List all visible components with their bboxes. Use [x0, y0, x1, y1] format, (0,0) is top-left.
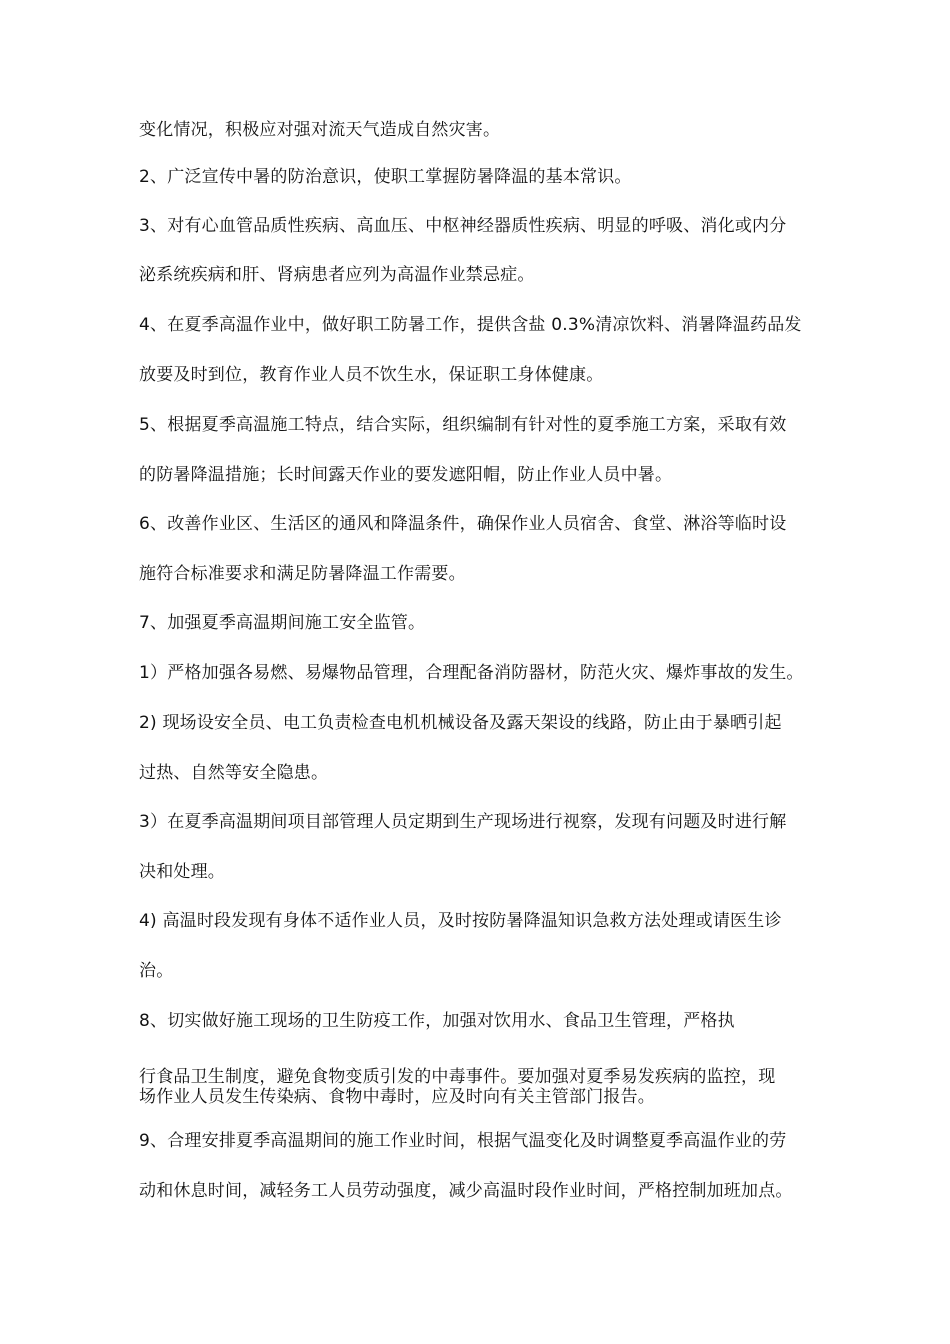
text-line: 过热、自然等安全隐患。 — [139, 763, 329, 783]
text-line: 泌系统疾病和肝、肾病患者应列为高温作业禁忌症。 — [139, 265, 535, 285]
text-line: 8、切实做好施工现场的卫生防疫工作，加强对饮用水、食品卫生管理，严格执 — [139, 1011, 735, 1031]
text-line: 5、根据夏季高温施工特点，结合实际，组织编制有针对性的夏季施工方案，采取有效 — [139, 415, 787, 435]
text-line: 场作业人员发生传染病、食物中毒时，应及时向有关主管部门报告。 — [139, 1087, 655, 1107]
text-line: 3）在夏季高温期间项目部管理人员定期到生产现场进行视察，发现有问题及时进行解 — [139, 812, 787, 832]
text-line: 治。 — [139, 961, 174, 981]
text-line: 施符合标准要求和满足防暑降温工作需要。 — [139, 564, 466, 584]
text-line: 7、加强夏季高温期间施工安全监管。 — [139, 613, 426, 633]
text-line: 4、在夏季高温作业中，做好职工防暑工作，提供含盐 0.3%清凉饮料、消暑降温药品发 — [139, 315, 802, 335]
text-line: 2) 现场设安全员、电工负责检查电机机械设备及露天架设的线路，防止由于暴晒引起 — [139, 713, 782, 733]
text-line: 3、对有心血管品质性疾病、高血压、中枢神经器质性疾病、明显的呼吸、消化或内分 — [139, 216, 787, 236]
text-line: 的防暑降温措施；长时间露天作业的要发遮阳帽，防止作业人员中暑。 — [139, 465, 673, 485]
text-line: 放要及时到位，教育作业人员不饮生水，保证职工身体健康。 — [139, 365, 604, 385]
text-line: 动和休息时间，减轻务工人员劳动强度，减少高温时段作业时间，严格控制加班加点。 — [139, 1181, 793, 1201]
text-line: 2、广泛宣传中暑的防治意识，使职工掌握防暑降温的基本常识。 — [139, 167, 632, 187]
text-line: 9、合理安排夏季高温期间的施工作业时间，根据气温变化及时调整夏季高温作业的劳 — [139, 1131, 787, 1151]
text-line: 变化情况，积极应对强对流天气造成自然灾害。 — [139, 120, 501, 140]
text-line: 行食品卫生制度，避免食物变质引发的中毒事件。要加强对夏季易发疾病的监控，现 — [139, 1067, 776, 1087]
text-line: 6、改善作业区、生活区的通风和降温条件，确保作业人员宿舍、食堂、淋浴等临时设 — [139, 514, 787, 534]
text-line: 4) 高温时段发现有身体不适作业人员，及时按防暑降温知识急救方法处理或请医生诊 — [139, 911, 782, 931]
text-line: 决和处理。 — [139, 862, 225, 882]
text-line: 1）严格加强各易燃、易爆物品管理，合理配备消防器材，防范火灾、爆炸事故的发生。 — [139, 663, 804, 683]
